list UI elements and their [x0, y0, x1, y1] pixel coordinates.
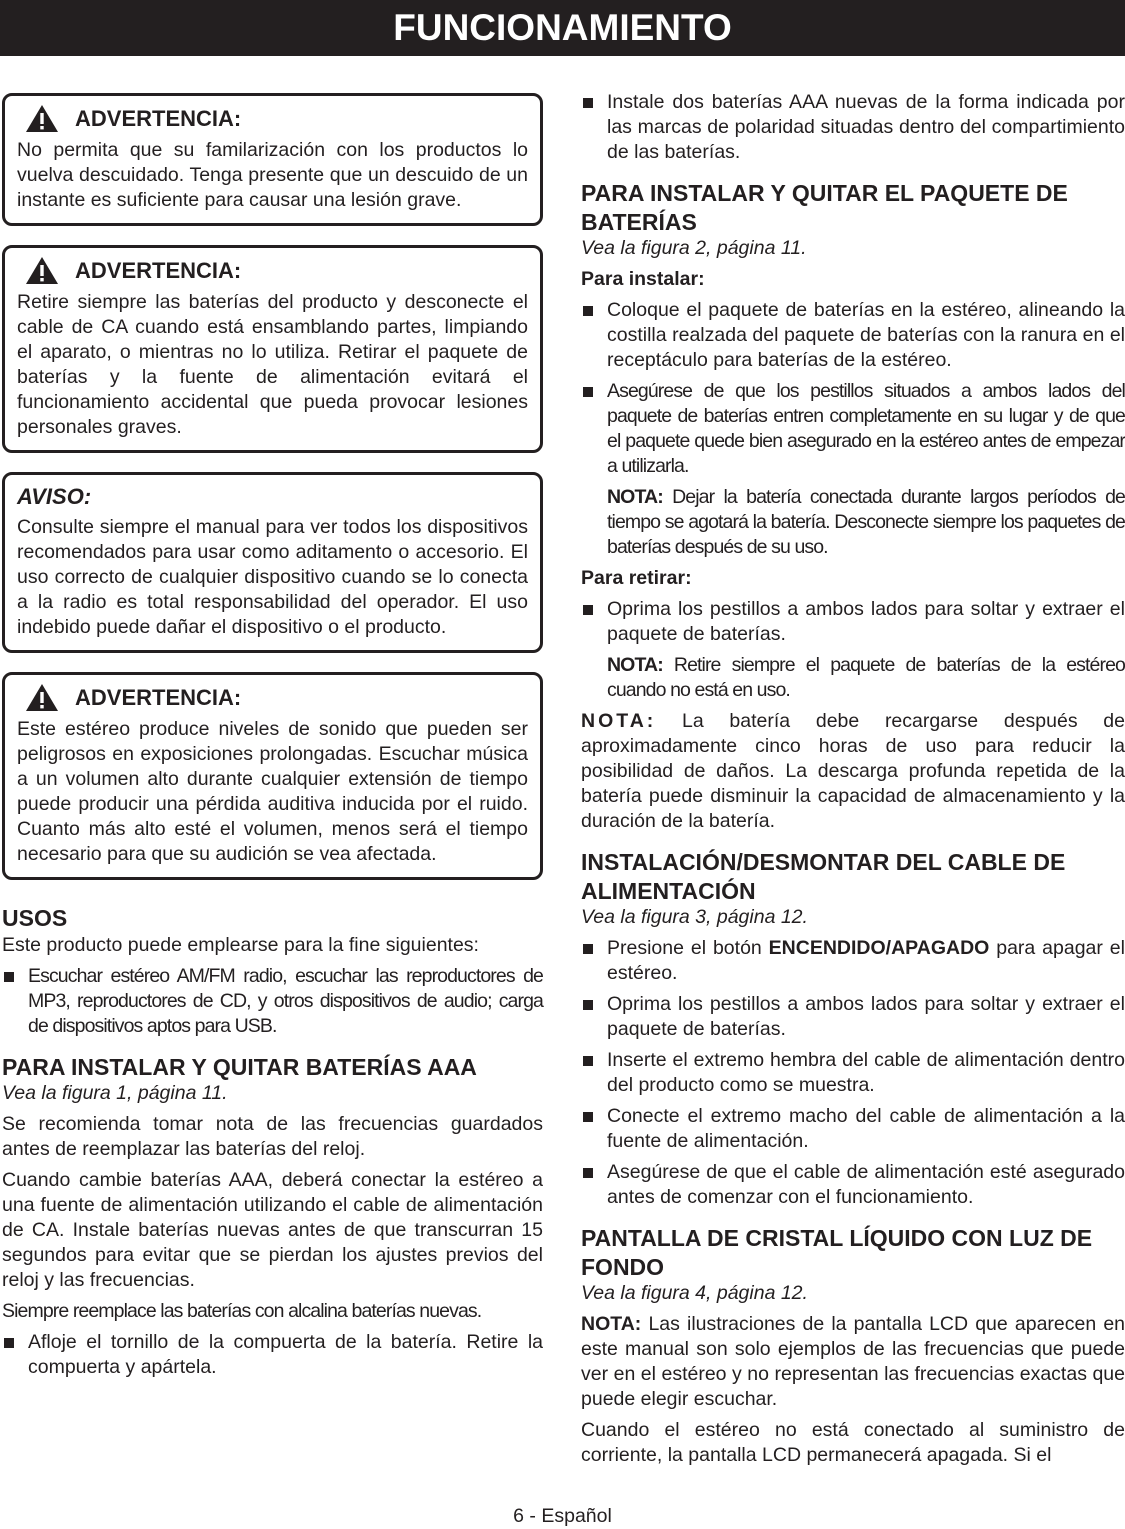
list-item: Asegúrese de que el cable de alimentación esté asegurado antes de comenzar con el funcionamiento.	[581, 1160, 1125, 1210]
note: NOTA: Dejar la batería conectada durante largos períodos de tiempo se agotará la batería. Desconecte siempre los paquetes de baterías después de su uso.	[607, 486, 1125, 558]
paragraph: Cuando cambie baterías AAA, deberá conectar la estéreo a una fuente de alimentación utilizando el cable de alimentación de CA. Instale baterías nuevas antes de que transcurran 15 segundos para evitar que se pierdan los ajustes previos del reloj y las frecuencias.	[2, 1169, 543, 1291]
aaa-list-continued	[581, 90, 1125, 165]
bullet-square-icon	[583, 1112, 593, 1122]
warning-triangle-icon	[25, 104, 59, 133]
bullet-square-icon	[583, 1056, 593, 1066]
figure-reference: Vea la figura 3, página 12.	[581, 906, 808, 928]
warning-box-1	[2, 93, 543, 226]
section-heading-pack: PARA INSTALAR Y QUITAR EL PAQUETE DE BATERÍAS	[581, 180, 1068, 235]
warning-box-3	[2, 672, 543, 880]
warning-text: Retire siempre las baterías del producto y desconecte el cable de CA cuando está ensamblando partes, limpiando el aparato, o mientras no lo utiliza. Retirar el paquete de baterías y la fuente de alimentación evitará el funcionamiento accidental que pueda provocar lesiones personales graves.	[17, 291, 528, 438]
page-header	[0, 0, 1125, 56]
install-label: Para instalar:	[581, 268, 705, 290]
list-item: Inserte el extremo hembra del cable de alimentación dentro del producto como se muestra.	[581, 1048, 1125, 1098]
list-item: Afloje el tornillo de la compuerta de la batería. Retire la compuerta y apártela.	[2, 1330, 543, 1380]
paragraph: Cuando el estéreo no está conectado al suministro de corriente, la pantalla LCD permanecerá apagada. Si el	[581, 1419, 1125, 1466]
warning-title: ADVERTENCIA:	[17, 256, 528, 285]
remove-label: Para retirar:	[581, 567, 692, 589]
bullet-square-icon	[583, 1000, 593, 1010]
list-item: Coloque el paquete de baterías en la estéreo, alineando la costilla realzada del paquete de baterías con la ranura en el receptáculo para baterías de la estéreo.	[581, 298, 1125, 373]
notice-title: AVISO:	[17, 484, 92, 509]
section-heading-cable: INSTALACIÓN/DESMONTAR DEL CABLE DE ALIMENTACIÓN	[581, 849, 1066, 904]
list-item: Asegúrese de que los pestillos situados a ambos lados del paquete de baterías entren completamente en su lugar y de que el paquete quede bien asegurado en la estéreo antes de empezar a utilizarla.	[581, 379, 1125, 479]
warning-box-2	[2, 245, 543, 453]
bullet-square-icon	[583, 306, 593, 316]
usos-intro: Este producto puede emplearse para la fine siguientes:	[2, 934, 479, 956]
list-item: Oprima los pestillos a ambos lados para soltar y extraer el paquete de baterías.	[581, 597, 1125, 647]
page-footer	[0, 1505, 1125, 1528]
note-paragraph: NOTA: La batería debe recargarse después de aproximadamente cinco horas de uso para reducir la posibilidad de daños. La descarga profunda repetida de la batería puede disminuir la capacidad de almacenamiento y la duración de la batería.	[581, 710, 1125, 832]
warning-triangle-icon	[25, 683, 59, 712]
note-paragraph: NOTA: Las ilustraciones de la pantalla LCD que aparecen en este manual son solo ejemplos de las frecuencias que puede ver en el estéreo y no representan las frecuencias exactas que puede elegir escuchar.	[581, 1313, 1125, 1410]
install-list	[581, 298, 1125, 479]
list-item: Escuchar estéreo AM/FM radio, escuchar las reproductores de MP3, reproductores de CD, y otros dispositivos de audio; carga de dispositivos aptos para USB.	[2, 964, 543, 1039]
notice-box	[2, 472, 543, 653]
bullet-square-icon	[583, 387, 593, 397]
bullet-square-icon	[583, 98, 593, 108]
bullet-square-icon	[4, 1338, 14, 1348]
figure-reference: Vea la figura 2, página 11.	[581, 237, 807, 259]
bullet-square-icon	[4, 972, 14, 982]
warning-title: ADVERTENCIA:	[17, 683, 528, 712]
section-heading-aaa: PARA INSTALAR Y QUITAR BATERÍAS AAA	[2, 1054, 477, 1080]
left-column	[2, 93, 543, 1386]
page-title: FUNCIONAMIENTO	[393, 7, 732, 48]
warning-triangle-icon	[25, 256, 59, 285]
list-item: Oprima los pestillos a ambos lados para soltar y extraer el paquete de baterías.	[581, 992, 1125, 1042]
usos-list	[2, 964, 543, 1039]
cable-list	[581, 936, 1125, 1210]
warning-text: Este estéreo produce niveles de sonido que pueden ser peligrosos en exposiciones prolongadas. Escuchar música a un volumen alto durante cualquier extensión de tiempo puede producir una pérdida auditiva inducida por el ruido. Cuanto más alto esté el volumen, menos será el tiempo necesario para que su audición se vea afectada.	[17, 718, 528, 865]
section-heading-lcd: PANTALLA DE CRISTAL LÍQUIDO CON LUZ DE FONDO	[581, 1225, 1093, 1280]
remove-list	[581, 597, 1125, 647]
paragraph: Se recomienda tomar nota de las frecuencias guardados antes de reemplazar las baterías del reloj.	[2, 1113, 543, 1160]
note: NOTA: Retire siempre el paquete de baterías de la estéreo cuando no está en uso.	[607, 654, 1125, 701]
figure-reference: Vea la figura 4, página 12.	[581, 1282, 808, 1304]
list-item: Instale dos baterías AAA nuevas de la forma indicada por las marcas de polaridad situadas dentro del compartimiento de las baterías.	[581, 90, 1125, 165]
list-item: Conecte el extremo macho del cable de alimentación a la fuente de alimentación.	[581, 1104, 1125, 1154]
bullet-square-icon	[583, 605, 593, 615]
figure-reference: Vea la figura 1, página 11.	[2, 1082, 228, 1104]
section-heading-usos: USOS	[2, 905, 68, 931]
right-column	[581, 90, 1125, 1468]
aaa-list	[2, 1330, 543, 1380]
list-item: Presione el botón ENCENDIDO/APAGADO para apagar el estéreo.	[581, 936, 1125, 986]
warning-title: ADVERTENCIA:	[17, 104, 528, 133]
bullet-square-icon	[583, 944, 593, 954]
bullet-square-icon	[583, 1168, 593, 1178]
page-number: 6 - Español	[513, 1505, 612, 1527]
paragraph: Siempre reemplace las baterías con alcalina baterías nuevas.	[2, 1300, 482, 1322]
notice-text: Consulte siempre el manual para ver todos los dispositivos recomendados para usar como aditamento o accesorio. El uso correcto de cualquier dispositivo cuando se lo conecta a la radio es total responsabilidad del operador. El uso indebido puede dañar el dispositivo o el producto.	[17, 516, 528, 638]
warning-text: No permita que su familarización con los productos lo vuelva descuidado. Tenga presente que un descuido de un instante es suficiente para causar una lesión grave.	[17, 139, 528, 211]
